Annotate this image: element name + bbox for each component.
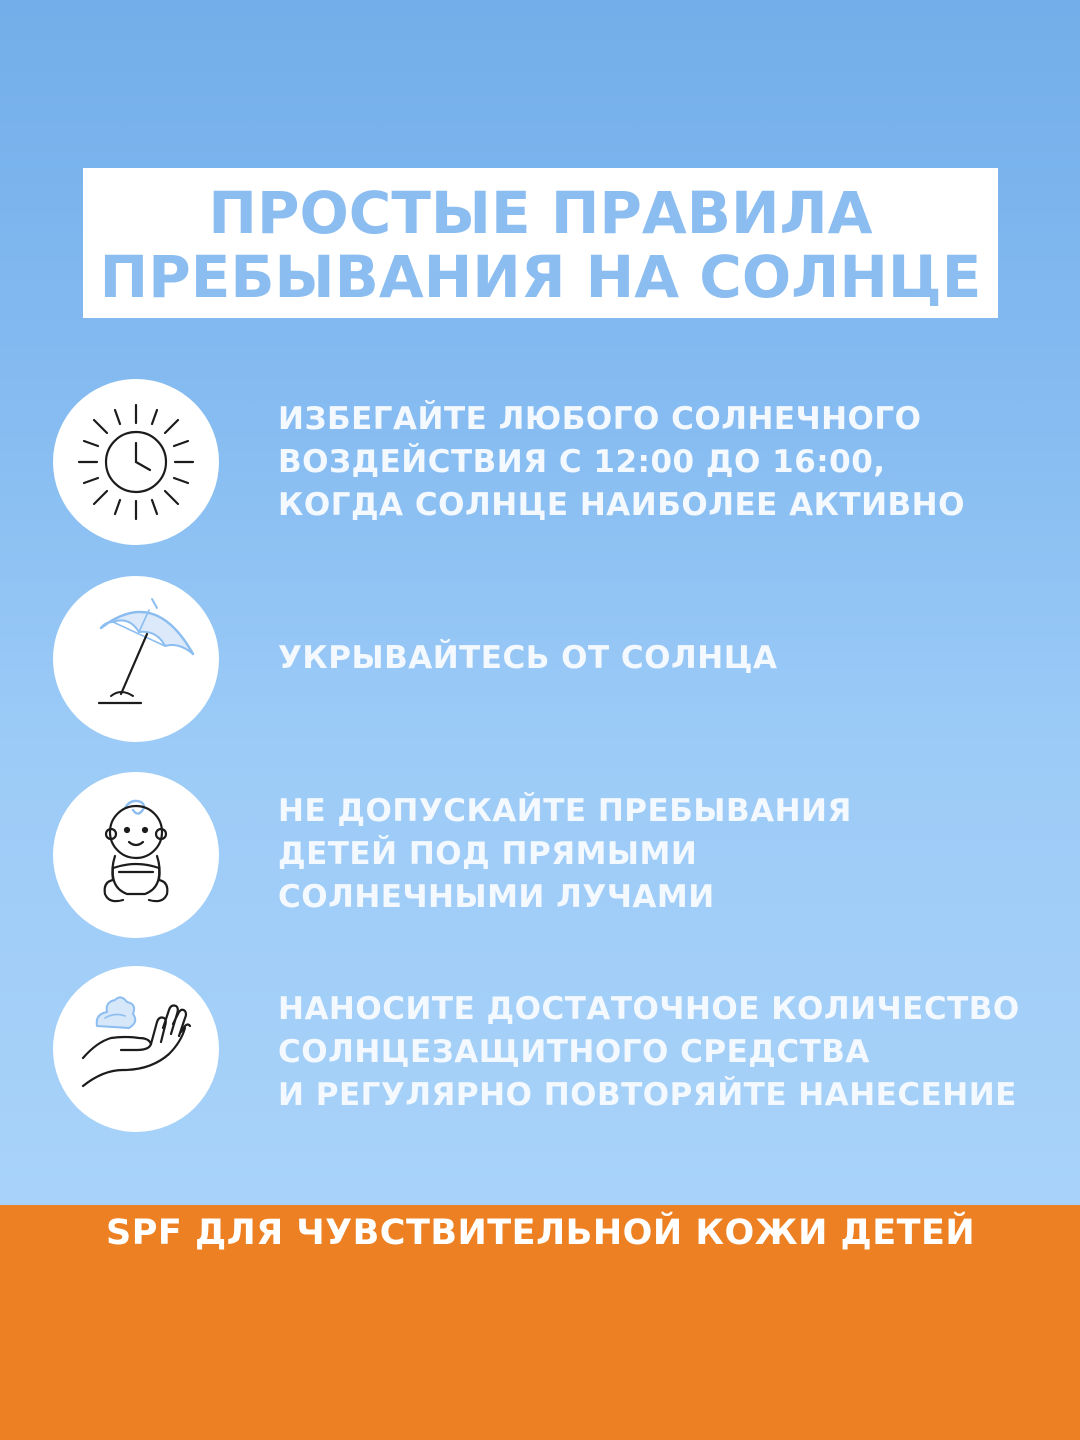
beach-umbrella-icon bbox=[53, 576, 219, 742]
title-line-2: ПРЕБЫВАНИЯ НА СОЛНЦЕ bbox=[99, 243, 982, 311]
rule-4-line-1: НАНОСИТЕ ДОСТАТОЧНОЕ КОЛИЧЕСТВО bbox=[278, 991, 1020, 1027]
rule-1-line-2: ВОЗДЕЙСТВИЯ С 12:00 ДО 16:00, bbox=[278, 444, 886, 480]
rule-1-text bbox=[278, 398, 1058, 527]
rule-3-line-1: НЕ ДОПУСКАЙТЕ ПРЕБЫВАНИЯ bbox=[278, 793, 852, 829]
rule-1-line-1: ИЗБЕГАЙТЕ ЛЮБОГО СОЛНЕЧНОГО bbox=[278, 401, 922, 437]
sun-clock-icon bbox=[53, 379, 219, 545]
rule-3-text bbox=[278, 790, 1058, 919]
title-line-1: ПРОСТЫЕ ПРАВИЛА bbox=[208, 179, 873, 247]
hand-cream-icon bbox=[53, 966, 219, 1132]
rule-2-line-1: УКРЫВАЙТЕСЬ ОТ СОЛНЦА bbox=[278, 640, 778, 676]
rule-3-line-2: ДЕТЕЙ ПОД ПРЯМЫМИ bbox=[278, 836, 698, 872]
rule-2-text bbox=[278, 637, 1058, 680]
footer-text: SPF ДЛЯ ЧУВСТВИТЕЛЬНОЙ КОЖИ ДЕТЕЙ bbox=[106, 1213, 976, 1253]
rule-3-line-3: СОЛНЕЧНЫМИ ЛУЧАМИ bbox=[278, 879, 715, 915]
baby-icon bbox=[53, 772, 219, 938]
rule-4-line-3: И РЕГУЛЯРНО ПОВТОРЯЙТЕ НАНЕСЕНИЕ bbox=[278, 1077, 1017, 1113]
rule-4-text bbox=[278, 988, 1058, 1117]
rule-4-line-2: СОЛНЦЕЗАЩИТНОГО СРЕДСТВА bbox=[278, 1034, 870, 1070]
rule-1-line-3: КОГДА СОЛНЦЕ НАИБОЛЕЕ АКТИВНО bbox=[278, 487, 965, 523]
title-banner bbox=[83, 168, 998, 318]
